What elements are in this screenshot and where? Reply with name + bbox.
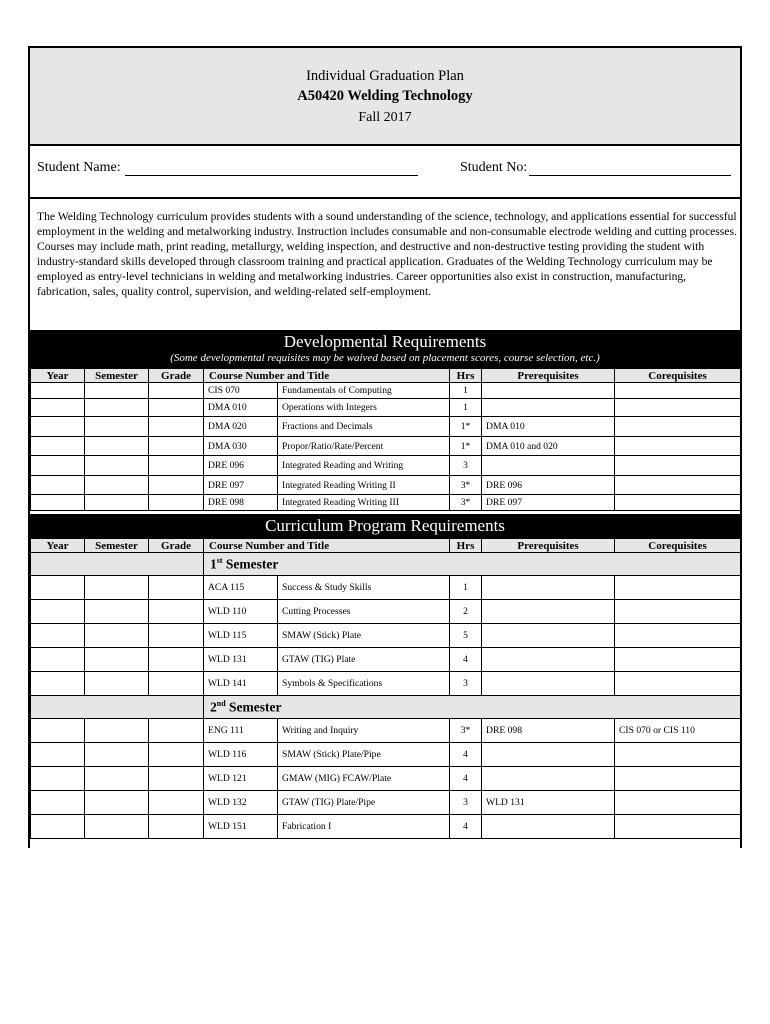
semester-cell[interactable]: [85, 791, 149, 815]
corequisites: [615, 624, 741, 648]
corequisites: [615, 600, 741, 624]
col-hrs: Hrs: [450, 369, 482, 383]
semester-number: 2: [210, 699, 217, 715]
prerequisites: [482, 456, 615, 476]
grade-cell[interactable]: [149, 417, 204, 437]
course-code: WLD 141: [204, 672, 278, 696]
col-prereq: Prerequisites: [482, 369, 615, 383]
course-code: DMA 010: [204, 399, 278, 417]
course-row: [31, 815, 741, 839]
graduation-plan-page: [28, 46, 742, 848]
prerequisites: [482, 600, 615, 624]
prerequisites: DRE 098: [482, 719, 615, 743]
corequisites: [615, 383, 741, 399]
prerequisites: [482, 383, 615, 399]
prerequisites: WLD 131: [482, 791, 615, 815]
corequisites: [615, 495, 741, 511]
course-title: Cutting Processes: [278, 600, 450, 624]
course-title: SMAW (Stick) Plate/Pipe: [278, 743, 450, 767]
course-hours: 3: [450, 456, 482, 476]
grade-cell[interactable]: [149, 399, 204, 417]
semester-cell[interactable]: [85, 719, 149, 743]
prerequisites: DMA 010 and 020: [482, 437, 615, 456]
grade-cell[interactable]: [149, 719, 204, 743]
course-hours: 1*: [450, 417, 482, 437]
semester-cell[interactable]: [85, 576, 149, 600]
plan-header: [30, 48, 740, 146]
course-row: [31, 767, 741, 791]
semester-cell[interactable]: [85, 600, 149, 624]
course-title: Writing and Inquiry: [278, 719, 450, 743]
grade-cell[interactable]: [149, 767, 204, 791]
curriculum-band: [30, 514, 740, 538]
grade-cell[interactable]: [149, 383, 204, 399]
semester-cell[interactable]: [85, 383, 149, 399]
course-title: Success & Study Skills: [278, 576, 450, 600]
year-cell[interactable]: [31, 767, 85, 791]
prerequisites: [482, 624, 615, 648]
grade-cell[interactable]: [149, 600, 204, 624]
col-semester: Semester: [85, 369, 149, 383]
course-title: Integrated Reading and Writing: [278, 456, 450, 476]
semester-cell[interactable]: [85, 456, 149, 476]
course-row: [31, 399, 741, 417]
corequisites: [615, 476, 741, 495]
developmental-subtitle: (Some developmental requisites may be waived based on placement scores, course selection, etc.): [170, 352, 600, 364]
course-code: WLD 115: [204, 624, 278, 648]
course-code: CIS 070: [204, 383, 278, 399]
course-code: DMA 030: [204, 437, 278, 456]
prerequisites: [482, 672, 615, 696]
semester-heading-spacer: [31, 696, 204, 719]
course-title: SMAW (Stick) Plate: [278, 624, 450, 648]
student-name-label: Student Name:: [37, 160, 121, 175]
prerequisites: [482, 648, 615, 672]
year-cell[interactable]: [31, 672, 85, 696]
course-title: GMAW (MIG) FCAW/Plate: [278, 767, 450, 791]
semester-heading-row: [31, 553, 741, 576]
course-code: WLD 116: [204, 743, 278, 767]
col-course: Course Number and Title: [204, 369, 450, 383]
corequisites: [615, 417, 741, 437]
year-cell[interactable]: [31, 456, 85, 476]
col-semester: Semester: [85, 539, 149, 553]
course-title: Fractions and Decimals: [278, 417, 450, 437]
term-label: Fall 2017: [358, 110, 412, 125]
course-code: DRE 098: [204, 495, 278, 511]
course-row: [31, 624, 741, 648]
course-row: [31, 456, 741, 476]
corequisites: [615, 437, 741, 456]
prerequisites: [482, 767, 615, 791]
course-row: [31, 383, 741, 399]
year-cell[interactable]: [31, 576, 85, 600]
grade-cell[interactable]: [149, 437, 204, 456]
semester-cell[interactable]: [85, 476, 149, 495]
col-prereq: Prerequisites: [482, 539, 615, 553]
grade-cell[interactable]: [149, 576, 204, 600]
course-hours: 1: [450, 576, 482, 600]
course-row: [31, 576, 741, 600]
semester-number: 1: [210, 556, 217, 572]
course-hours: 3*: [450, 476, 482, 495]
course-hours: 1: [450, 399, 482, 417]
course-hours: 2: [450, 600, 482, 624]
year-cell[interactable]: [31, 791, 85, 815]
semester-heading-row: [31, 696, 741, 719]
student-name-field[interactable]: [125, 175, 418, 176]
course-title: Operations with Integers: [278, 399, 450, 417]
prerequisites: [482, 743, 615, 767]
col-grade: Grade: [149, 369, 204, 383]
year-cell[interactable]: [31, 495, 85, 511]
grade-cell[interactable]: [149, 476, 204, 495]
corequisites: [615, 791, 741, 815]
prerequisites: DRE 096: [482, 476, 615, 495]
grade-cell[interactable]: [149, 624, 204, 648]
semester-cell[interactable]: [85, 437, 149, 456]
curriculum-header-row: [31, 539, 741, 553]
year-cell[interactable]: [31, 476, 85, 495]
prerequisites: [482, 399, 615, 417]
col-year: Year: [31, 369, 85, 383]
course-hours: 3: [450, 791, 482, 815]
corequisites: [615, 399, 741, 417]
course-code: DMA 020: [204, 417, 278, 437]
course-hours: 4: [450, 648, 482, 672]
corequisites: [615, 767, 741, 791]
course-title: Fabrication I: [278, 815, 450, 839]
corequisites: [615, 648, 741, 672]
year-cell[interactable]: [31, 417, 85, 437]
year-cell[interactable]: [31, 383, 85, 399]
course-code: DRE 096: [204, 456, 278, 476]
course-row: [31, 600, 741, 624]
semester-ordinal: nd: [216, 698, 226, 708]
year-cell[interactable]: [31, 399, 85, 417]
student-number-label: Student No:: [460, 160, 528, 175]
course-row: [31, 437, 741, 456]
course-hours: 3*: [450, 719, 482, 743]
developmental-table: [30, 368, 741, 511]
semester-cell[interactable]: [85, 743, 149, 767]
grade-cell[interactable]: [149, 743, 204, 767]
grade-cell[interactable]: [149, 815, 204, 839]
year-cell[interactable]: [31, 624, 85, 648]
col-year: Year: [31, 539, 85, 553]
corequisites: [615, 456, 741, 476]
course-code: ENG 111: [204, 719, 278, 743]
semester-heading: [204, 696, 741, 719]
col-course: Course Number and Title: [204, 539, 450, 553]
course-row: [31, 495, 741, 511]
semester-heading-spacer: [31, 553, 204, 576]
course-hours: 4: [450, 815, 482, 839]
year-cell[interactable]: [31, 743, 85, 767]
course-title: GTAW (TIG) Plate: [278, 648, 450, 672]
semester-cell[interactable]: [85, 495, 149, 511]
grade-cell[interactable]: [149, 672, 204, 696]
grade-cell[interactable]: [149, 495, 204, 511]
prerequisites: [482, 815, 615, 839]
prerequisites: DRE 097: [482, 495, 615, 511]
course-row: [31, 719, 741, 743]
course-code: DRE 097: [204, 476, 278, 495]
course-row: [31, 672, 741, 696]
corequisites: [615, 672, 741, 696]
corequisites: [615, 815, 741, 839]
semester-cell[interactable]: [85, 648, 149, 672]
developmental-header-row: [31, 369, 741, 383]
prerequisites: [482, 576, 615, 600]
course-code: WLD 110: [204, 600, 278, 624]
student-info: [30, 144, 740, 199]
course-code: ACA 115: [204, 576, 278, 600]
semester-cell[interactable]: [85, 417, 149, 437]
year-cell[interactable]: [31, 437, 85, 456]
course-title: Symbols & Specifications: [278, 672, 450, 696]
semester-heading: [204, 553, 741, 576]
col-grade: Grade: [149, 539, 204, 553]
course-title: GTAW (TIG) Plate/Pipe: [278, 791, 450, 815]
course-title: Integrated Reading Writing III: [278, 495, 450, 511]
course-title: Fundamentals of Computing: [278, 383, 450, 399]
developmental-title: Developmental Requirements: [283, 332, 487, 351]
course-row: [31, 791, 741, 815]
program-name: A50420 Welding Technology: [297, 88, 473, 104]
col-coreq: Corequisites: [615, 539, 741, 553]
course-hours: 4: [450, 743, 482, 767]
col-coreq: Corequisites: [615, 369, 741, 383]
col-hrs: Hrs: [450, 539, 482, 553]
course-hours: 4: [450, 767, 482, 791]
year-cell[interactable]: [31, 719, 85, 743]
course-code: WLD 132: [204, 791, 278, 815]
semester-cell[interactable]: [85, 815, 149, 839]
course-row: [31, 743, 741, 767]
course-code: WLD 151: [204, 815, 278, 839]
course-hours: 1: [450, 383, 482, 399]
grade-cell[interactable]: [149, 456, 204, 476]
course-hours: 3: [450, 672, 482, 696]
year-cell[interactable]: [31, 600, 85, 624]
semester-label: Semester: [225, 699, 282, 715]
plan-title: Individual Graduation Plan: [306, 68, 464, 84]
course-hours: 3*: [450, 495, 482, 511]
semester-cell[interactable]: [85, 672, 149, 696]
semester-cell[interactable]: [85, 624, 149, 648]
year-cell[interactable]: [31, 815, 85, 839]
course-code: WLD 121: [204, 767, 278, 791]
student-number-field[interactable]: [529, 175, 731, 176]
semester-cell[interactable]: [85, 767, 149, 791]
course-row: [31, 648, 741, 672]
prerequisites: DMA 010: [482, 417, 615, 437]
course-title: Integrated Reading Writing II: [278, 476, 450, 495]
year-cell[interactable]: [31, 648, 85, 672]
semester-ordinal: st: [216, 555, 223, 565]
corequisites: [615, 743, 741, 767]
course-hours: 1*: [450, 437, 482, 456]
grade-cell[interactable]: [149, 648, 204, 672]
course-row: [31, 476, 741, 495]
curriculum-table: [30, 538, 741, 839]
curriculum-title: Curriculum Program Requirements: [265, 516, 505, 535]
course-title: Propor/Ratio/Rate/Percent: [278, 437, 450, 456]
course-code: WLD 131: [204, 648, 278, 672]
program-description: The Welding Technology curriculum provides students with a sound understanding of the science, technology, and applications essential for successful employment in the welding and metalworking industry. Instruction includes consumable and non-consumable electrode welding and cutting processes. Courses may include math, print reading, metallurgy, welding inspection, and destructive and non-destructive testing providing the student with industry-standard skills developed through classroom training and practical application. Graduates of the Welding Technology curriculum may be employed as entry-level technicians in welding and metalworking industries. Career opportunities also exist in construction, manufacturing, fabrication, sales, quality control, supervision, and welding-related self-employment.: [37, 210, 737, 299]
grade-cell[interactable]: [149, 791, 204, 815]
corequisites: [615, 576, 741, 600]
course-hours: 5: [450, 624, 482, 648]
semester-label: Semester: [222, 556, 279, 572]
course-row: [31, 417, 741, 437]
corequisites: CIS 070 or CIS 110: [615, 719, 741, 743]
semester-cell[interactable]: [85, 399, 149, 417]
developmental-band: [30, 330, 740, 368]
